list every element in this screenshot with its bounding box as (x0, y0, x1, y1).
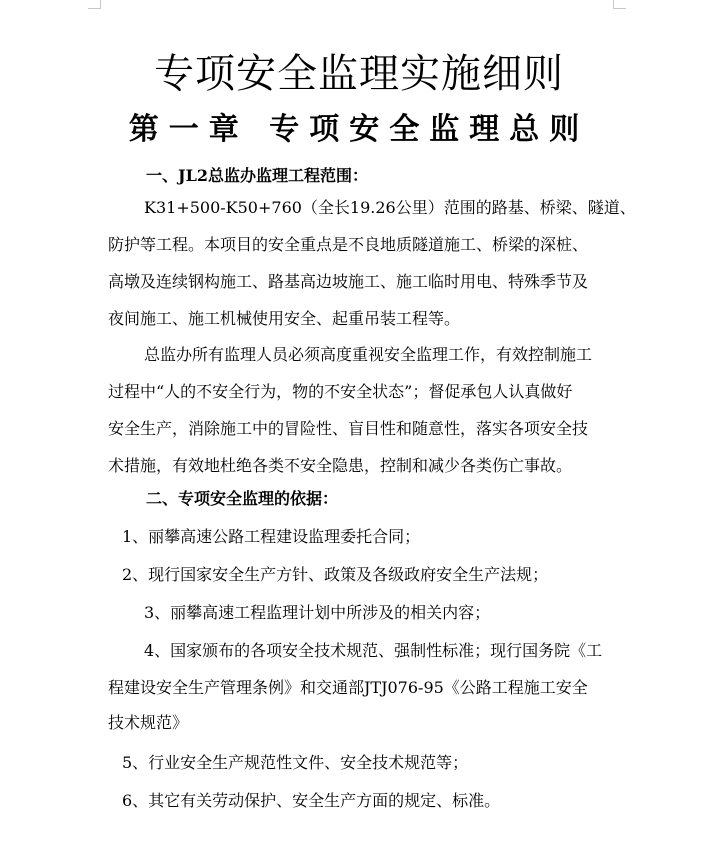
list-item-continuation: 程建设安全生产管理条例》和交通部JTJ076-95《公路工程施工安全 (108, 678, 588, 697)
paragraph-safety (108, 336, 613, 484)
list-item: 4、国家颁布的各项安全技术规范、强制性标准；现行国务院《工 (144, 641, 603, 660)
paragraph-line: 过程中“人的不安全行为，物的不安全状态”；督促承包人认真做好 (108, 382, 573, 401)
paragraph-line: 安全生产，消除施工中的冒险性、盲目性和随意性，落实各项安全技 (108, 419, 589, 438)
paragraph-line: 高墩及连续钢构施工、路基高边坡施工、施工临时用电、特殊季节及 (108, 272, 589, 291)
section-heading-basis: 二、专项安全监理的依据： (146, 489, 339, 508)
list-item: 3、丽攀高速工程监理计划中所涉及的相关内容； (144, 603, 491, 622)
list-item: 6、其它有关劳动保护、安全生产方面的规定、标准。 (122, 791, 501, 810)
document-title: 专项安全监理实施细则 (154, 51, 564, 97)
margin-corner-mark-right (613, 0, 626, 9)
list-item: 1、丽攀高速公路工程建设监理委托合同； (122, 527, 421, 546)
chapter-title: 第一章 专项安全监理总则 (128, 112, 590, 147)
paragraph-line: 总监办所有监理人员必须高度重视安全监理工作，有效控制施工 (144, 345, 593, 364)
paragraph-line: 术措施，有效地杜绝各类不安全隐患，控制和减少各类伤亡事故。 (108, 456, 573, 475)
list-item: 5、行业安全生产规范性文件、安全技术规范等； (122, 753, 469, 772)
section-heading-scope: 一、JL2总监办监理工程范围： (146, 166, 368, 185)
paragraph-line: 防护等工程。本项目的安全重点是不良地质隧道施工、桥梁的深桩、 (108, 235, 589, 254)
paragraph-line: 夜间施工、施工机械使用安全、起重吊装工程等。 (108, 309, 461, 328)
list-item-continuation: 技术规范》 (108, 713, 189, 732)
margin-corner-mark-left (88, 0, 101, 9)
list-item: 2、现行国家安全生产方针、政策及各级政府安全生产法规； (122, 565, 549, 584)
paragraph-scope (108, 189, 636, 337)
paragraph-line: K31+500-K50+760（全长19.26公里）范围的路基、桥梁、隧道、 (144, 198, 636, 217)
